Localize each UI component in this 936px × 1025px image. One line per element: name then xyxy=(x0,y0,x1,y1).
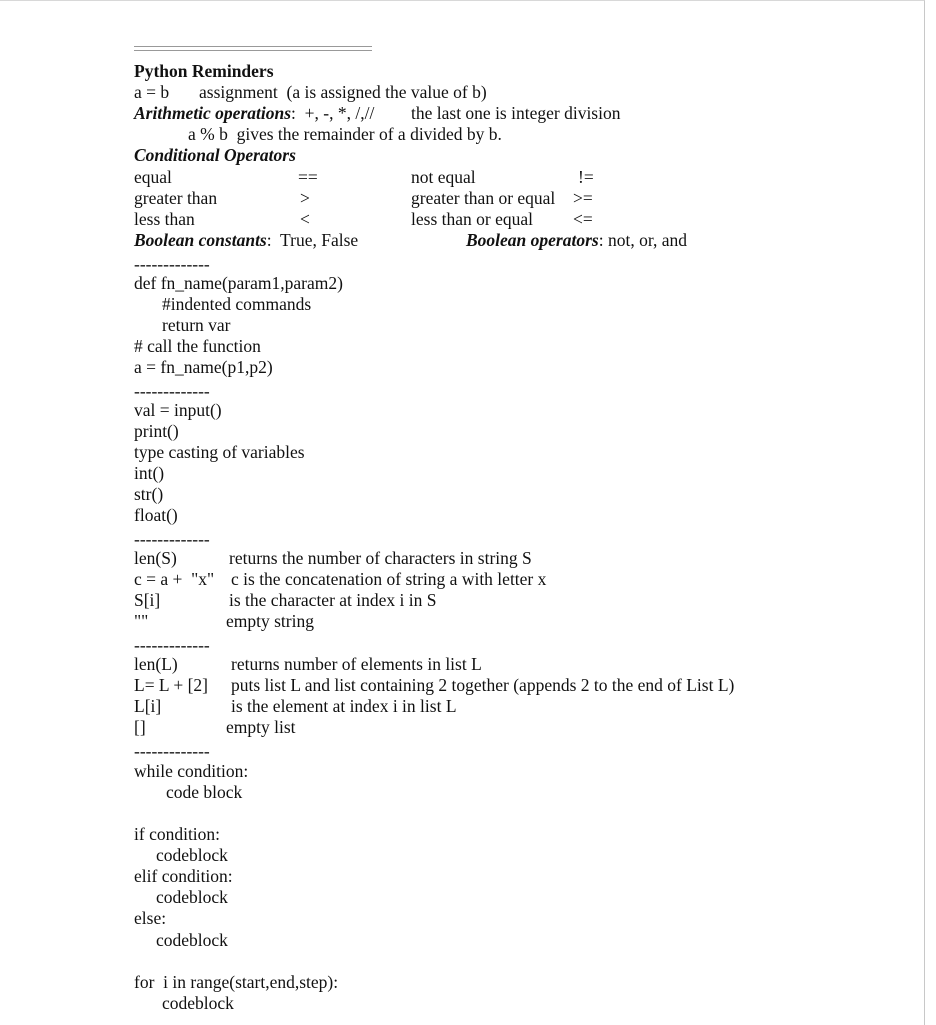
while-body: code block xyxy=(166,782,243,802)
cond-right-sym: >= xyxy=(573,188,593,208)
for-line: for i in range(start,end,step): xyxy=(134,972,339,992)
io-line: val = input() xyxy=(134,400,222,420)
separator: ------------- xyxy=(134,635,210,655)
func-call-comment: # call the function xyxy=(134,336,261,356)
string-desc: c is the concatenation of string a with letter x xyxy=(231,569,547,589)
func-call: a = fn_name(p1,p2) xyxy=(134,357,273,377)
io-line: print() xyxy=(134,421,179,441)
cond-right-name: less than or equal xyxy=(411,209,533,229)
separator: ------------- xyxy=(134,741,210,761)
bool-operators xyxy=(466,230,687,250)
bool-constants xyxy=(134,230,358,250)
io-line: type casting of variables xyxy=(134,442,305,462)
func-body-comment: #indented commands xyxy=(162,294,312,314)
elif-line: elif condition: xyxy=(134,866,233,886)
assign-code: a = b xyxy=(134,82,170,102)
cond-left-name: less than xyxy=(134,209,195,229)
func-def: def fn_name(param1,param2) xyxy=(134,273,343,293)
double-rule xyxy=(134,46,372,51)
func-body-return: return var xyxy=(162,315,231,335)
string-code: "" xyxy=(134,611,149,631)
page-title: Python Reminders xyxy=(134,61,274,81)
string-code: c = a + "x" xyxy=(134,569,215,589)
string-desc: is the character at index i in S xyxy=(229,590,437,610)
arith-note: the last one is integer division xyxy=(411,103,621,123)
string-code: S[i] xyxy=(134,590,161,610)
cond-right-name: not equal xyxy=(411,167,476,187)
for-body: codeblock xyxy=(162,993,234,1013)
list-desc: empty list xyxy=(226,717,296,737)
list-desc: is the element at index i in list L xyxy=(231,696,457,716)
cond-left-sym: < xyxy=(300,209,310,229)
bool-ops-label: Boolean operators xyxy=(466,230,599,250)
string-code: len(S) xyxy=(134,548,177,568)
if-line: if condition: xyxy=(134,824,221,844)
cond-left-name: equal xyxy=(134,167,172,187)
list-code: len(L) xyxy=(134,654,178,674)
elif-body: codeblock xyxy=(156,887,228,907)
arith-label: Arithmetic operations xyxy=(134,103,292,123)
list-code: L= L + [2] xyxy=(134,675,208,695)
cond-left-name: greater than xyxy=(134,188,218,208)
string-desc: returns the number of characters in string S xyxy=(229,548,532,568)
bool-const-label: Boolean constants xyxy=(134,230,267,250)
list-code: L[i] xyxy=(134,696,162,716)
arith-line xyxy=(134,103,374,123)
list-desc: puts list L and list containing 2 together (appends 2 to the end of List L) xyxy=(231,675,735,695)
while-line: while condition: xyxy=(134,761,249,781)
if-body: codeblock xyxy=(156,845,228,865)
arith-ops: : +, -, *, /,// xyxy=(291,103,375,123)
cond-left-sym: > xyxy=(300,188,310,208)
separator: ------------- xyxy=(134,529,210,549)
cond-left-sym: == xyxy=(298,167,318,187)
separator: ------------- xyxy=(134,381,210,401)
cond-right-sym: <= xyxy=(573,209,593,229)
else-body: codeblock xyxy=(156,930,228,950)
io-line: int() xyxy=(134,463,165,483)
io-line: float() xyxy=(134,505,178,525)
bool-ops-val: : not, or, and xyxy=(598,230,687,250)
list-desc: returns number of elements in list L xyxy=(231,654,482,674)
cond-heading: Conditional Operators xyxy=(134,145,296,165)
separator: ------------- xyxy=(134,254,210,274)
else-line: else: xyxy=(134,908,167,928)
io-line: str() xyxy=(134,484,164,504)
cond-right-name: greater than or equal xyxy=(411,188,556,208)
cond-right-sym: != xyxy=(578,167,594,187)
bool-const-val: : True, False xyxy=(266,230,359,250)
string-desc: empty string xyxy=(226,611,314,631)
assign-desc: assignment (a is assigned the value of b) xyxy=(199,82,487,102)
list-code: [] xyxy=(134,717,146,737)
mod-line: a % b gives the remainder of a divided by b. xyxy=(188,124,502,144)
